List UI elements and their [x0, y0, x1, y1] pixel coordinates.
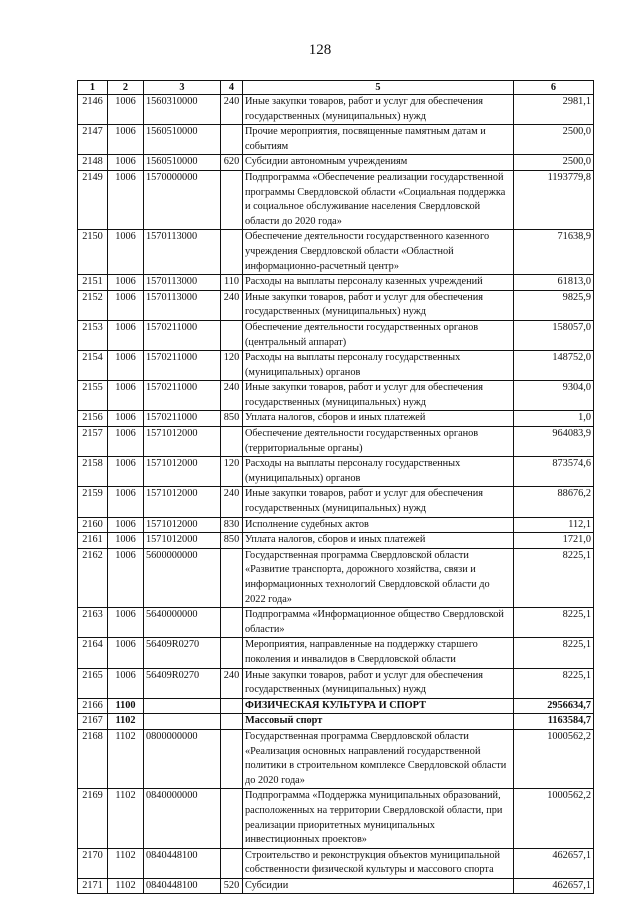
amount-cell: 71638,9	[514, 230, 594, 275]
target-article-cell: 1570211000	[144, 381, 221, 411]
table-row	[78, 427, 594, 457]
amount-cell: 9304,0	[514, 381, 594, 411]
table-row	[78, 351, 594, 381]
expense-type-cell	[221, 320, 243, 350]
section-code-cell: 1006	[108, 125, 144, 155]
target-article-cell: 1560510000	[144, 155, 221, 171]
page-number: 128	[308, 42, 332, 58]
expense-type-cell	[221, 608, 243, 638]
table-body	[78, 95, 594, 894]
target-article-cell: 1570113000	[144, 275, 221, 291]
section-code-cell: 1102	[108, 789, 144, 848]
section-code-cell: 1006	[108, 668, 144, 698]
target-article-cell: 1570000000	[144, 170, 221, 229]
amount-cell: 1193779,8	[514, 170, 594, 229]
row-number-cell: 2154	[78, 351, 108, 381]
expense-name-cell: Субсидии автономным учреждениям	[243, 155, 514, 171]
row-number-cell: 2165	[78, 668, 108, 698]
col-header-name: 5	[243, 81, 514, 95]
amount-cell: 8225,1	[514, 548, 594, 607]
expense-type-cell: 110	[221, 275, 243, 291]
table-row	[78, 517, 594, 533]
expense-name-cell: Расходы на выплаты персоналу казенных учреждений	[243, 275, 514, 291]
budget-table	[77, 80, 594, 894]
row-number-cell: 2166	[78, 698, 108, 714]
expense-type-cell	[221, 698, 243, 714]
expense-type-cell: 120	[221, 351, 243, 381]
expense-type-cell	[221, 789, 243, 848]
amount-cell: 1000562,2	[514, 789, 594, 848]
expense-type-cell: 240	[221, 381, 243, 411]
section-code-cell: 1006	[108, 487, 144, 517]
target-article-cell: 0840000000	[144, 789, 221, 848]
row-number-cell: 2161	[78, 533, 108, 549]
amount-cell: 88676,2	[514, 487, 594, 517]
table-row	[78, 548, 594, 607]
target-article-cell: 1570211000	[144, 351, 221, 381]
expense-name-cell: Подпрограмма «Информационное общество Свердловской области»	[243, 608, 514, 638]
section-code-cell: 1006	[108, 170, 144, 229]
expense-name-cell: Массовый спорт	[243, 714, 514, 730]
expense-name-cell: Государственная программа Свердловской области «Реализация основных направлений государственной политики в строительном комплексе Свердловской области до 2020 года»	[243, 729, 514, 788]
row-number-cell: 2159	[78, 487, 108, 517]
amount-cell: 2500,0	[514, 125, 594, 155]
target-article-cell: 1570211000	[144, 320, 221, 350]
table-row	[78, 729, 594, 788]
target-article-cell: 56409R0270	[144, 638, 221, 668]
target-article-cell: 1571012000	[144, 533, 221, 549]
section-code-cell: 1102	[108, 848, 144, 878]
amount-cell: 462657,1	[514, 878, 594, 894]
section-code-cell: 1006	[108, 290, 144, 320]
expense-type-cell: 620	[221, 155, 243, 171]
amount-cell: 148752,0	[514, 351, 594, 381]
expense-name-cell: Мероприятия, направленные на поддержку старшего поколения и инвалидов в Свердловской области	[243, 638, 514, 668]
table-row	[78, 457, 594, 487]
amount-cell: 2981,1	[514, 95, 594, 125]
expense-name-cell: Обеспечение деятельности государственного казенного учреждения Свердловской области «Областной информационно-расчетный центр»	[243, 230, 514, 275]
amount-cell: 1000562,2	[514, 729, 594, 788]
target-article-cell	[144, 698, 221, 714]
target-article-cell: 1571012000	[144, 487, 221, 517]
expense-name-cell: Уплата налогов, сборов и иных платежей	[243, 411, 514, 427]
row-number-cell: 2157	[78, 427, 108, 457]
section-code-cell: 1006	[108, 275, 144, 291]
section-code-cell: 1006	[108, 320, 144, 350]
row-number-cell: 2169	[78, 789, 108, 848]
section-code-cell: 1006	[108, 411, 144, 427]
target-article-cell: 0800000000	[144, 729, 221, 788]
amount-cell: 8225,1	[514, 608, 594, 638]
section-code-cell: 1102	[108, 714, 144, 730]
table-row	[78, 275, 594, 291]
expense-name-cell: Субсидии	[243, 878, 514, 894]
section-code-cell: 1100	[108, 698, 144, 714]
target-article-cell: 0840448100	[144, 878, 221, 894]
expense-type-cell: 240	[221, 95, 243, 125]
row-number-cell: 2160	[78, 517, 108, 533]
col-header-amount: 6	[514, 81, 594, 95]
table-row	[78, 320, 594, 350]
target-article-cell: 1571012000	[144, 517, 221, 533]
section-code-cell: 1006	[108, 155, 144, 171]
amount-cell: 2956634,7	[514, 698, 594, 714]
section-code-cell: 1006	[108, 427, 144, 457]
expense-type-cell	[221, 638, 243, 668]
expense-type-cell	[221, 714, 243, 730]
expense-name-cell: Расходы на выплаты персоналу государственных (муниципальных) органов	[243, 457, 514, 487]
row-number-cell: 2153	[78, 320, 108, 350]
amount-cell: 1,0	[514, 411, 594, 427]
amount-cell: 8225,1	[514, 638, 594, 668]
table-row	[78, 381, 594, 411]
row-number-cell: 2149	[78, 170, 108, 229]
amount-cell: 9825,9	[514, 290, 594, 320]
section-code-cell: 1006	[108, 638, 144, 668]
target-article-cell: 5600000000	[144, 548, 221, 607]
table-row	[78, 668, 594, 698]
expense-type-cell	[221, 427, 243, 457]
target-article-cell: 1570113000	[144, 230, 221, 275]
expense-name-cell: Расходы на выплаты персоналу государственных (муниципальных) органов	[243, 351, 514, 381]
target-article-cell: 1571012000	[144, 457, 221, 487]
target-article-cell: 1570211000	[144, 411, 221, 427]
table-row	[78, 608, 594, 638]
expense-type-cell	[221, 170, 243, 229]
section-code-cell: 1006	[108, 95, 144, 125]
expense-type-cell: 240	[221, 668, 243, 698]
row-number-cell: 2155	[78, 381, 108, 411]
table-row	[78, 714, 594, 730]
amount-cell: 873574,6	[514, 457, 594, 487]
section-code-cell: 1006	[108, 457, 144, 487]
table-row	[78, 95, 594, 125]
section-code-cell: 1006	[108, 381, 144, 411]
row-number-cell: 2168	[78, 729, 108, 788]
row-number-cell: 2156	[78, 411, 108, 427]
section-code-cell: 1006	[108, 517, 144, 533]
row-number-cell: 2147	[78, 125, 108, 155]
table-row	[78, 878, 594, 894]
row-number-cell: 2151	[78, 275, 108, 291]
table-row	[78, 638, 594, 668]
expense-name-cell: Исполнение судебных актов	[243, 517, 514, 533]
section-code-cell: 1006	[108, 351, 144, 381]
col-header-target-article: 3	[144, 81, 221, 95]
table-row	[78, 170, 594, 229]
table-row	[78, 848, 594, 878]
table-row	[78, 789, 594, 848]
row-number-cell: 2163	[78, 608, 108, 638]
expense-name-cell: Уплата налогов, сборов и иных платежей	[243, 533, 514, 549]
expense-type-cell: 850	[221, 533, 243, 549]
amount-cell: 462657,1	[514, 848, 594, 878]
row-number-cell: 2162	[78, 548, 108, 607]
target-article-cell: 1571012000	[144, 427, 221, 457]
table-row	[78, 290, 594, 320]
row-number-cell: 2146	[78, 95, 108, 125]
expense-name-cell: Иные закупки товаров, работ и услуг для обеспечения государственных (муниципальных) нужд	[243, 95, 514, 125]
expense-name-cell: Иные закупки товаров, работ и услуг для обеспечения государственных (муниципальных) нужд	[243, 487, 514, 517]
expense-type-cell	[221, 125, 243, 155]
target-article-cell: 0840448100	[144, 848, 221, 878]
expense-name-cell: Подпрограмма «Поддержка муниципальных образований, расположенных на территории Свердловской области, при реализации приоритетных муниципальных инвестиционных проектов»	[243, 789, 514, 848]
table-row	[78, 487, 594, 517]
expense-type-cell	[221, 230, 243, 275]
expense-type-cell: 520	[221, 878, 243, 894]
expense-name-cell: Иные закупки товаров, работ и услуг для обеспечения государственных (муниципальных) нужд	[243, 290, 514, 320]
expense-type-cell	[221, 548, 243, 607]
target-article-cell: 5640000000	[144, 608, 221, 638]
expense-type-cell: 830	[221, 517, 243, 533]
amount-cell: 964083,9	[514, 427, 594, 457]
section-code-cell: 1102	[108, 878, 144, 894]
row-number-cell: 2152	[78, 290, 108, 320]
row-number-cell: 2150	[78, 230, 108, 275]
row-number-cell: 2148	[78, 155, 108, 171]
amount-cell: 2500,0	[514, 155, 594, 171]
col-header-section: 2	[108, 81, 144, 95]
section-code-cell: 1102	[108, 729, 144, 788]
target-article-cell: 1560310000	[144, 95, 221, 125]
amount-cell: 112,1	[514, 517, 594, 533]
table-row	[78, 698, 594, 714]
table-row	[78, 230, 594, 275]
table-row	[78, 125, 594, 155]
amount-cell: 158057,0	[514, 320, 594, 350]
amount-cell: 1163584,7	[514, 714, 594, 730]
expense-type-cell: 240	[221, 290, 243, 320]
table-row	[78, 155, 594, 171]
expense-name-cell: Прочие мероприятия, посвященные памятным датам и событиям	[243, 125, 514, 155]
table-row	[78, 533, 594, 549]
row-number-cell: 2170	[78, 848, 108, 878]
amount-cell: 1721,0	[514, 533, 594, 549]
target-article-cell	[144, 714, 221, 730]
col-header-row-number: 1	[78, 81, 108, 95]
expense-name-cell: Подпрограмма «Обеспечение реализации государственной программы Свердловской области «Социальная поддержка и социальное обслуживание населения Свердловской области до 2020 года»	[243, 170, 514, 229]
row-number-cell: 2158	[78, 457, 108, 487]
expense-name-cell: Строительство и реконструкция объектов муниципальной собственности физической культуры и массового спорта	[243, 848, 514, 878]
target-article-cell: 56409R0270	[144, 668, 221, 698]
expense-name-cell: Обеспечение деятельности государственных органов (территориальные органы)	[243, 427, 514, 457]
row-number-cell: 2171	[78, 878, 108, 894]
expense-type-cell: 120	[221, 457, 243, 487]
section-code-cell: 1006	[108, 230, 144, 275]
expense-name-cell: Иные закупки товаров, работ и услуг для обеспечения государственных (муниципальных) нужд	[243, 381, 514, 411]
section-code-cell: 1006	[108, 548, 144, 607]
section-code-cell: 1006	[108, 533, 144, 549]
header-row	[78, 81, 594, 95]
row-number-cell: 2164	[78, 638, 108, 668]
col-header-expense-type: 4	[221, 81, 243, 95]
expense-type-cell	[221, 729, 243, 788]
expense-type-cell: 850	[221, 411, 243, 427]
expense-type-cell	[221, 848, 243, 878]
expense-name-cell: ФИЗИЧЕСКАЯ КУЛЬТУРА И СПОРТ	[243, 698, 514, 714]
expense-name-cell: Государственная программа Свердловской области «Развитие транспорта, дорожного хозяйства, связи и информационных технологий Свердловской области до 2022 года»	[243, 548, 514, 607]
expense-name-cell: Обеспечение деятельности государственных органов (центральный аппарат)	[243, 320, 514, 350]
target-article-cell: 1560510000	[144, 125, 221, 155]
expense-name-cell: Иные закупки товаров, работ и услуг для обеспечения государственных (муниципальных) нужд	[243, 668, 514, 698]
expense-type-cell: 240	[221, 487, 243, 517]
target-article-cell: 1570113000	[144, 290, 221, 320]
table-row	[78, 411, 594, 427]
amount-cell: 8225,1	[514, 668, 594, 698]
section-code-cell: 1006	[108, 608, 144, 638]
row-number-cell: 2167	[78, 714, 108, 730]
amount-cell: 61813,0	[514, 275, 594, 291]
